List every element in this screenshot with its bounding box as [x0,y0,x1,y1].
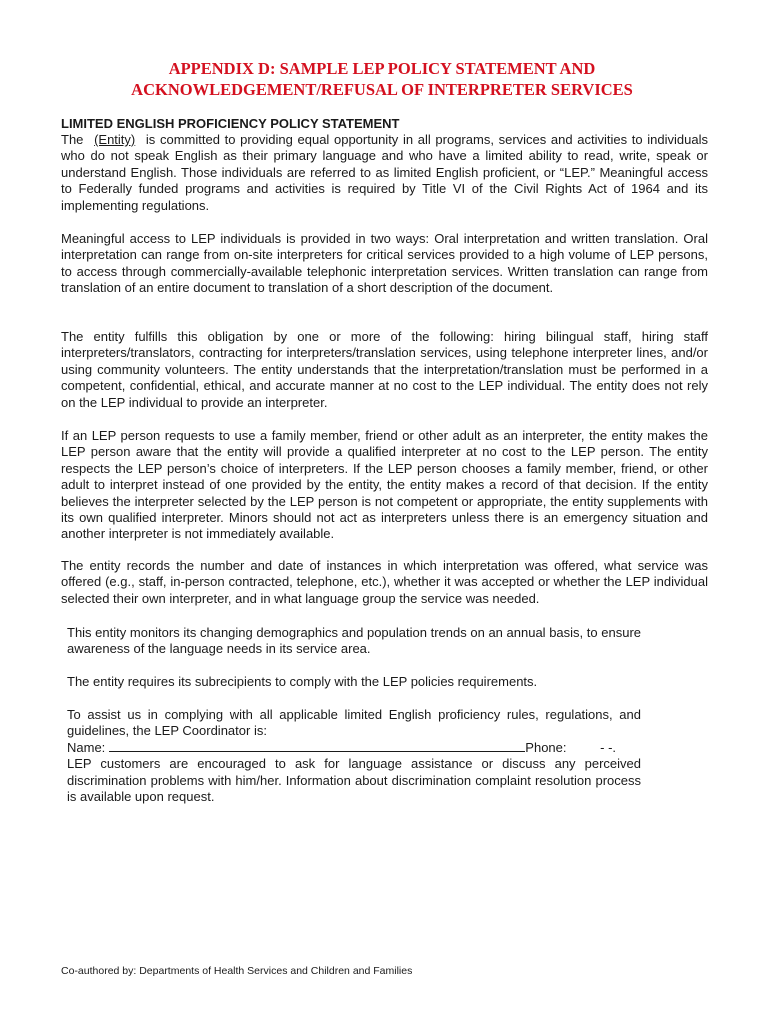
section-heading: LIMITED ENGLISH PROFICIENCY POLICY STATEMENT [61,116,400,131]
paragraph-obligation: The entity fulfills this obligation by one or more of the following: hiring bilingual staff, hiring staff interpreters/translators, contracting for interpreters/translation services, using telephone interpreter lines, and/or using community volunteers. The entity understands that the interpretation/translation must be performed in a competent, confidential, ethical, and accurate manner at no cost to the LEP individual. The entity does not rely on the LEP individual to provide an interpreter. [61,329,708,410]
paragraph-demographics: This entity monitors its changing demographics and population trends on an annual basis, to ensure awareness of the language needs in its service area. [67,625,641,657]
paragraph-meaningful-access: Meaningful access to LEP individuals is provided in two ways: Oral interpretation and written translation. Oral interpretation can range from on-site interpreters for critical services provided to a high volume of LEP persons, to access through commercially-available telephonic interpretation services. Written translation can range from translation of an entire document to translation of a short description of the document. [61,231,708,296]
coordinator-intro: To assist us in complying with all applicable limited English proficiency rules, regulations, and guidelines, the LEP Coordinator is: [67,707,641,739]
title-line-1: APPENDIX D: SAMPLE LEP POLICY STATEMENT AND [168,59,596,78]
paragraph-lead: The [61,132,84,147]
paragraph-family-interpreter: If an LEP person requests to use a family member, friend or other adult as an interpreter, the entity makes the LEP person aware that the entity will provide a qualified interpreter at no cost to the LEP person. The entity respects the LEP person’s choice of interpreters. If the LEP person chooses a family member, friend, or other adult to interpret instead of one provided by the entity, the entity makes a record of that decision. If the entity believes the interpreter selected by the LEP person is not competent or appropriate, the entity supplements with its own qualified interpreter. Minors should not act as interpreters unless there is an emergency situation and another interpreter is not immediately available. [61,428,708,542]
paragraph-subrecipients: The entity requires its subrecipients to comply with the LEP policies requirements. [67,674,538,689]
paragraph-coordinator [67,707,641,805]
name-label: Name: [67,739,106,755]
paragraph-text: is committed to providing equal opportunity in all programs, services and activities to individuals who do not speak English as their primary language and who have a limited ability to read, write, speak or understand English. Those individuals are referred to as limited English proficient, or “LEP.” Meaningful access to Federally funded programs and activities is required by Title VI of the Civil Rights Act of 1964 and its implementing regulations. [61,132,708,213]
name-blank-field [109,740,525,752]
title-line-2: ACKNOWLEDGEMENT/REFUSAL OF INTERPRETER SERVICES [131,80,633,99]
entity-placeholder: (Entity) [94,132,136,147]
phone-label: Phone: [525,739,567,755]
paragraph-commitment [61,132,708,214]
paragraph-records: The entity records the number and date of instances in which interpretation was offered, what service was offered (e.g., staff, in-person contracted, telephone, etc.), whether it was accepted or whether the LEP individual selected their own interpreter, and in what language group the service was needed. [61,558,708,606]
coordinator-closing: LEP customers are encouraged to ask for language assistance or discuss any perceived discrimination problems with him/her. Information about discrimination complaint resolution process is available upon request. [67,756,641,805]
coordinator-contact-line [67,740,641,756]
phone-format: - -. [600,739,617,755]
footer-credit: Co-authored by: Departments of Health Services and Children and Families [61,965,413,977]
document-title [62,58,702,100]
